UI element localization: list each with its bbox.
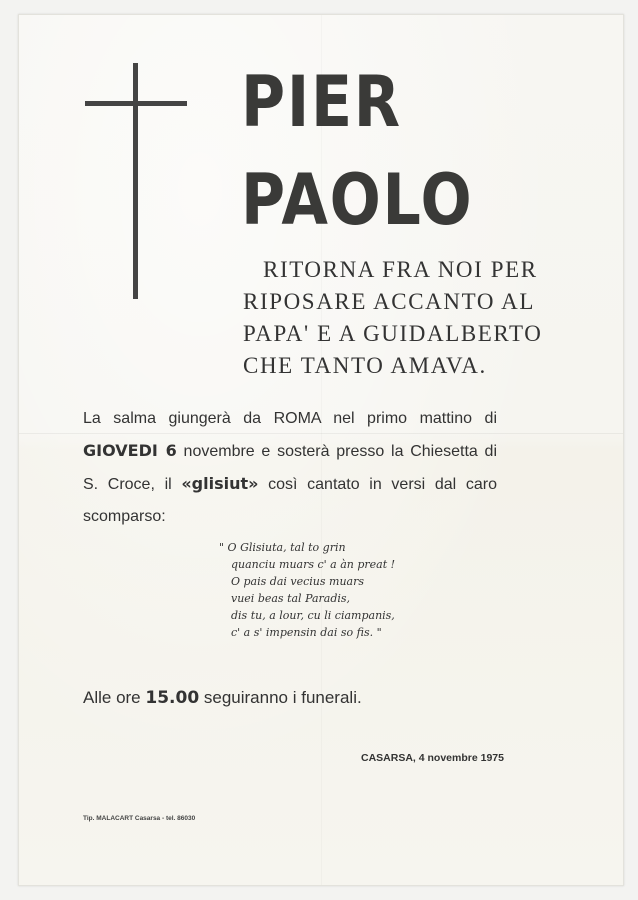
funeral-time-line — [83, 685, 362, 711]
place-date: CASARSA, 4 novembre 1975 — [361, 752, 504, 764]
cross-icon-vertical — [133, 63, 138, 299]
mourning-poster — [18, 14, 624, 886]
announcement-text-2: novembre e sosterà presso la Chiesetta di S. Croce, il — [83, 443, 498, 493]
announcement-paragraph — [83, 403, 497, 533]
subtitle-line-3: PAPA' E A GUIDALBERTO — [243, 321, 543, 346]
poem-verse — [219, 539, 395, 641]
funeral-text-pre: Alle ore — [83, 688, 146, 707]
poem-line: quanciu muars c' a àn preat ! — [231, 558, 396, 571]
subtitle-line-4: CHE TANTO AMAVA. — [243, 353, 487, 378]
poem-line: dis tu, a lour, cu li ciampanis, — [231, 609, 395, 622]
poem-line: " O Glisiuta, tal to grin — [219, 541, 346, 554]
subtitle-line-1: RITORNA FRA NOI PER — [263, 257, 538, 282]
poem-line: c' a s' impensin dai so fis. " — [231, 626, 382, 639]
name-first-line: PIER — [241, 61, 402, 143]
announcement-glisiut: «glisiut» — [181, 474, 259, 493]
announcement-day: GIOVEDI 6 — [83, 441, 177, 460]
funeral-text-post: seguiranno i funerali. — [199, 688, 362, 707]
poem-line: vuei beas tal Paradis, — [231, 592, 351, 605]
announcement-text-3: così cantato in versi dal caro scomparso: — [83, 476, 497, 525]
name-second-line: PAOLO — [241, 159, 474, 241]
funeral-time: 15.00 — [145, 688, 200, 708]
announcement-text-1: La salma giungerà da ROMA nel primo mattino di — [83, 410, 497, 427]
poem-line: O pais dai vecius muars — [231, 575, 364, 588]
printer-credit: Tip. MALACART Casarsa - tel. 86030 — [83, 815, 196, 822]
cross-icon-horizontal — [85, 101, 187, 106]
subtitle-line-2: RIPOSARE ACCANTO AL — [243, 289, 535, 314]
